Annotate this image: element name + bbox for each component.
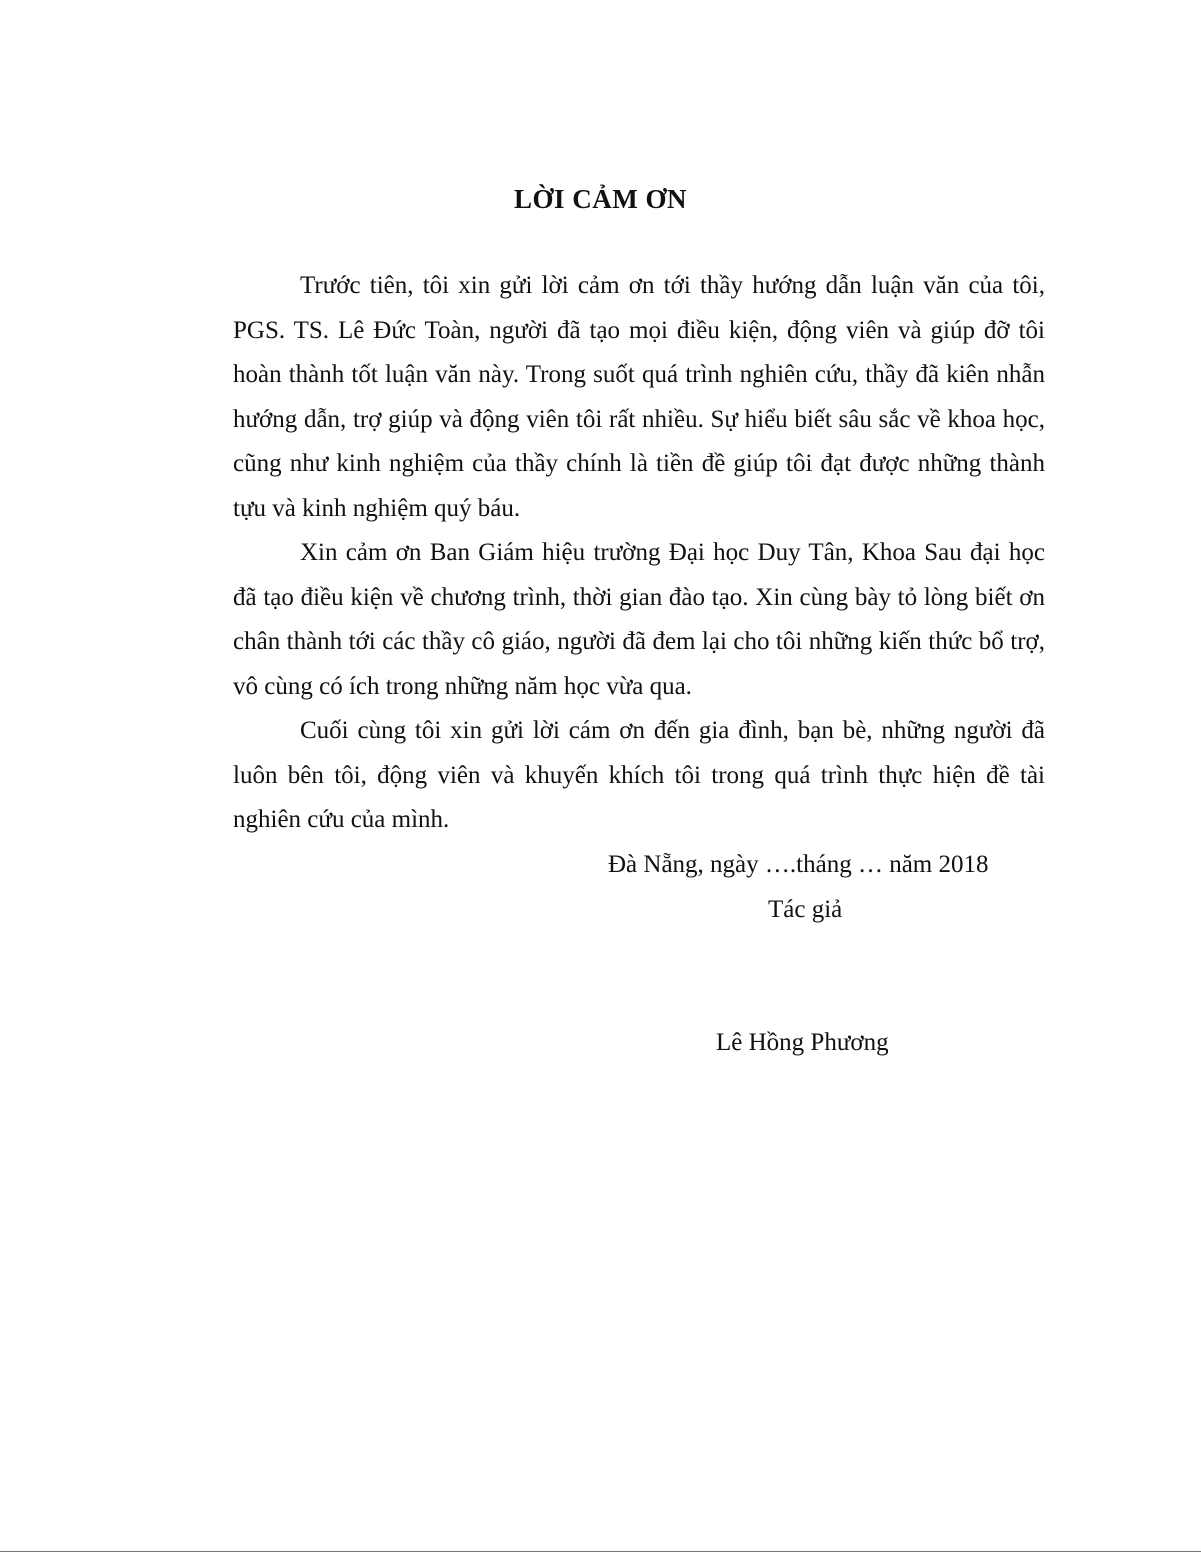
place-date: Đà Nẵng, ngày ….tháng … năm 2018 (608, 851, 989, 878)
acknowledgement-body (233, 264, 1045, 843)
page-bottom-rule (0, 1551, 1201, 1552)
paragraph-family-thanks: Cuối cùng tôi xin gửi lời cám ơn đến gia đình, bạn bè, những người đã luôn bên tôi, động viên và khuyến khích tôi trong quá trình thực hiện đề tài nghiên cứu của mình. (233, 717, 1045, 833)
author-label: Tác giả (768, 896, 843, 923)
paragraph-advisor-thanks: Trước tiên, tôi xin gửi lời cảm ơn tới thầy hướng dẫn luận văn của tôi, PGS. TS. Lê Đức Toàn, người đã tạo mọi điều kiện, động viên và giúp đỡ tôi hoàn thành tốt luận văn này. Trong suốt quá trình nghiên cứu, thầy đã kiên nhẫn hướng dẫn, trợ giúp và động viên tôi rất nhiều. Sự hiểu biết sâu sắc về khoa học, cũng như kinh nghiệm của thầy chính là tiền đề giúp tôi đạt được những thành tựu và kinh nghiệm quý báu. (233, 272, 1045, 522)
paragraph-university-thanks: Xin cảm ơn Ban Giám hiệu trường Đại học Duy Tân, Khoa Sau đại học đã tạo điều kiện về chương trình, thời gian đào tạo. Xin cùng bày tỏ lòng biết ơn chân thành tới các thầy cô giáo, người đã đem lại cho tôi những kiến thức bổ trợ, vô cùng có ích trong những năm học vừa qua. (233, 539, 1045, 700)
author-name: Lê Hồng Phương (716, 1029, 889, 1056)
page-title: LỜI CẢM ƠN (514, 184, 687, 214)
